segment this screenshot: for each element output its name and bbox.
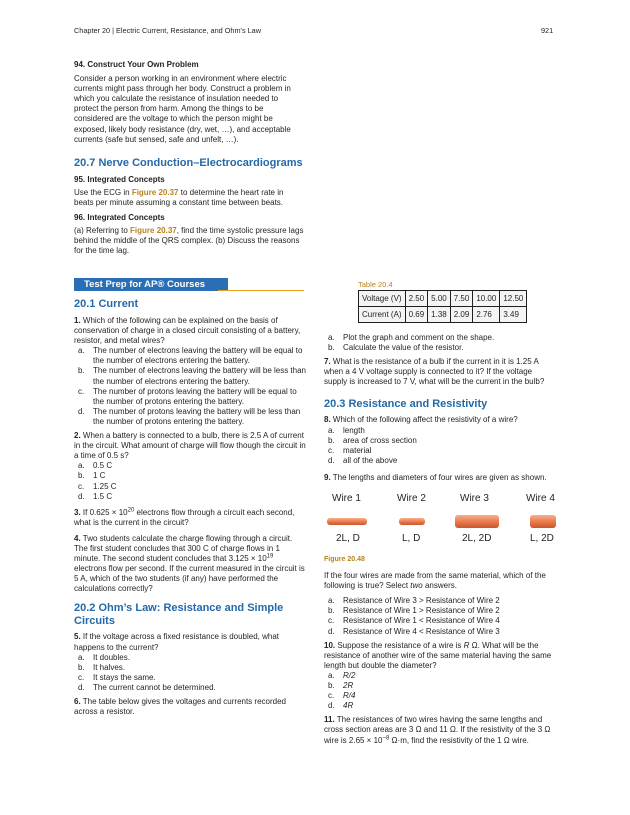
- section-20-2-heading: 20.2 Ohm’s Law: Resistance and Simple Circuits: [74, 602, 284, 628]
- table-cell: 12.50: [500, 291, 527, 307]
- list-item: d. 4R: [328, 701, 354, 711]
- voltage-current-table: [358, 290, 527, 323]
- list-item: b. It halves.: [78, 662, 126, 672]
- list-item: a. length: [328, 425, 365, 435]
- table-cell: 3.49: [500, 307, 527, 323]
- list-item: c. R/4: [328, 691, 356, 701]
- q11-stem: 11. The resistances of two wires having the same lengths and cross section areas are 3 Ω and 11 Ω. If the resistivity of the 3 Ω wire is $2.65 \times 10^{-8}$ Ω·m, find the resistivity of the 1 Ω wire.: [324, 715, 551, 745]
- table-row: [359, 307, 527, 323]
- list-item: c. Resistance of Wire 1 < Resistance of Wire 4: [328, 616, 500, 626]
- table-cell: 1.38: [428, 307, 451, 323]
- wire-2-graphic: [399, 518, 425, 525]
- table-cell: Current (A): [359, 307, 406, 323]
- figure-link[interactable]: Figure 20.37: [131, 187, 179, 197]
- list-item: d. 1.5 C: [78, 491, 113, 501]
- list-item: c. The number of protons leaving the battery will be equal to the number of protons entering the battery.: [78, 386, 297, 406]
- ap-test-prep-bar: Test Prep for AP® Courses: [74, 278, 228, 291]
- list-item: a. R/2: [328, 670, 356, 680]
- list-item: d. The number of protons leaving the battery will be less than the number of protons entering the battery.: [78, 406, 301, 426]
- q3-stem: 3. If $0.625 \times 10^{20}$ electrons flow through a circuit each second, what is the current in the circuit?: [74, 507, 295, 527]
- wire-label: Wire 1: [332, 493, 361, 504]
- list-item: a. 0.5 C: [78, 461, 113, 471]
- list-item: b. 1 C: [78, 471, 106, 481]
- q94-title: Construct Your Own Problem: [87, 60, 199, 69]
- section-20-7-heading: 20.7 Nerve Conduction–Electrocardiograms: [74, 156, 303, 169]
- figure-link[interactable]: Figure 20.37: [130, 226, 177, 236]
- q4-stem: 4. Two students calculate the charge flowing through a circuit. The first student concludes that 300 C of charge flows in 1 minute. The second student concludes that $3.125 \times 10^{19}$ electrons flow per second. If the current measured in the circuit is 5 A, which of the two students (if any) have performed the calculations correctly?: [74, 533, 305, 594]
- q7-stem: 7. What is the resistance of a bulb if the current in it is 1.25 A when a 4 V voltage supply is connected to it? If the voltage supply is increased to 7 V, what will be the current in the bulb?: [324, 357, 545, 387]
- q95-title: 95. Integrated Concepts: [74, 174, 165, 184]
- q96-title: 96. Integrated Concepts: [74, 213, 165, 223]
- q94-body: Consider a person working in an environment where electric currents might pass through her body. Construct a problem in which you calculate the resistance of insulation needed to protect the person from harm. Among the things to be considered are the voltage to which the person might be exposed, likely body resistance (dry, wet, …), and acceptable currents (safe but sensed, safe and unfelt, …).: [74, 74, 291, 144]
- q9b-options: [324, 596, 558, 636]
- q1-stem: 1. Which of the following can be explained on the basis of conservation of charge in a closed circuit consisting of a battery, resistor, and metal wires?: [74, 316, 301, 346]
- wire-label: Wire 4: [526, 493, 555, 504]
- table-caption: Table 20.4: [358, 280, 393, 289]
- wire-3-graphic: [455, 515, 499, 528]
- q6-stem: 6. The table below gives the voltages and currents recorded across a resistor.: [74, 697, 286, 717]
- table-cell: 2.09: [450, 307, 473, 323]
- q2-options: [74, 461, 306, 501]
- wires-figure: [324, 494, 560, 546]
- q95-body: Use the ECG in Figure 20.37 to determine the heart rate in beats per minute assuming a constant time between beats.: [74, 187, 284, 207]
- q10-options: [324, 671, 558, 711]
- q2-stem: 2. When a battery is connected to a bulb, there is 2.5 A of current in the circuit. What amount of charge will flow though the circuit in a time of 0.5 s?: [74, 431, 306, 461]
- q9b-stem: If the four wires are made from the same material, which of the following is true? Select two answers.: [324, 571, 546, 591]
- q6-options: [324, 333, 556, 353]
- q96-body: (a) Referring to Figure 20.37, find the time systolic pressure lags behind the middle of the QRS complex. (b) Discuss the reasons for the time lag.: [74, 226, 304, 256]
- section-20-1-heading: 20.1 Current: [74, 298, 139, 310]
- wire-dims: 2L, D: [336, 533, 360, 544]
- right-column: [324, 333, 556, 483]
- wire-label: Wire 2: [397, 493, 426, 504]
- list-item: d. The current cannot be determined.: [78, 682, 216, 692]
- wire-dims: L, 2D: [530, 533, 554, 544]
- wire-dims: L, D: [402, 533, 421, 544]
- left-column-bottom: [74, 298, 306, 717]
- wire-label: Wire 3: [460, 493, 489, 504]
- table-cell: 10.00: [473, 291, 500, 307]
- q5-stem: 5. If the voltage across a fixed resistance is doubled, what happens to the current?: [74, 632, 280, 652]
- table-cell: 7.50: [450, 291, 473, 307]
- right-column-lower: [324, 555, 558, 746]
- q94-number: 94.: [74, 60, 86, 69]
- list-item: d. all of the above: [328, 455, 398, 465]
- list-item: a. Resistance of Wire 3 > Resistance of Wire 2: [328, 596, 500, 606]
- table-cell: 2.76: [473, 307, 500, 323]
- q8-options: [324, 426, 556, 466]
- q8-stem: 8. Which of the following affect the resistivity of a wire?: [324, 415, 518, 425]
- list-item: a. It doubles.: [78, 652, 130, 662]
- q10-stem: 10. Suppose the resistance of a wire is R Ω. What will be the resistance of another wire of the same material having the same length but double the diameter?: [324, 640, 552, 670]
- wire-4-graphic: [530, 515, 556, 528]
- table-cell: Voltage (V): [359, 291, 406, 307]
- q1-options: [74, 346, 306, 427]
- list-item: c. 1.25 C: [78, 481, 117, 491]
- list-item: b. Calculate the value of the resistor.: [328, 343, 464, 353]
- list-item: b. area of cross section: [328, 435, 417, 445]
- ap-bar-rule: [218, 290, 304, 291]
- wire-1-graphic: [327, 518, 367, 525]
- list-item: c. It stays the same.: [78, 672, 156, 682]
- q9-stem: 9. The lengths and diameters of four wires are given as shown.: [324, 472, 547, 482]
- list-item: a. Plot the graph and comment on the shape.: [328, 333, 495, 342]
- wire-dims: 2L, 2D: [462, 533, 492, 544]
- list-item: a. The number of electrons leaving the battery will be equal to the number of electrons entering the battery.: [78, 346, 303, 366]
- figure-caption: Figure 20.48: [324, 556, 365, 563]
- page-number: 921: [541, 26, 554, 35]
- list-item: b. The number of electrons leaving the battery will be less than the number of electrons entering the battery.: [78, 366, 307, 386]
- running-header: Chapter 20 | Electric Current, Resistance, and Ohm's Law: [74, 26, 262, 35]
- q5-options: [74, 653, 306, 693]
- list-item: b. 2R: [328, 681, 354, 691]
- list-item: c. material: [328, 445, 372, 455]
- table-cell: 0.69: [405, 307, 428, 323]
- section-20-3-heading: 20.3 Resistance and Resistivity: [324, 398, 488, 411]
- left-column-top: [74, 60, 304, 256]
- table-row: [359, 291, 527, 307]
- table-cell: 2.50: [405, 291, 428, 307]
- table-cell: 5.00: [428, 291, 451, 307]
- list-item: b. Resistance of Wire 1 > Resistance of Wire 2: [328, 606, 500, 616]
- list-item: d. Resistance of Wire 4 < Resistance of Wire 3: [328, 626, 500, 636]
